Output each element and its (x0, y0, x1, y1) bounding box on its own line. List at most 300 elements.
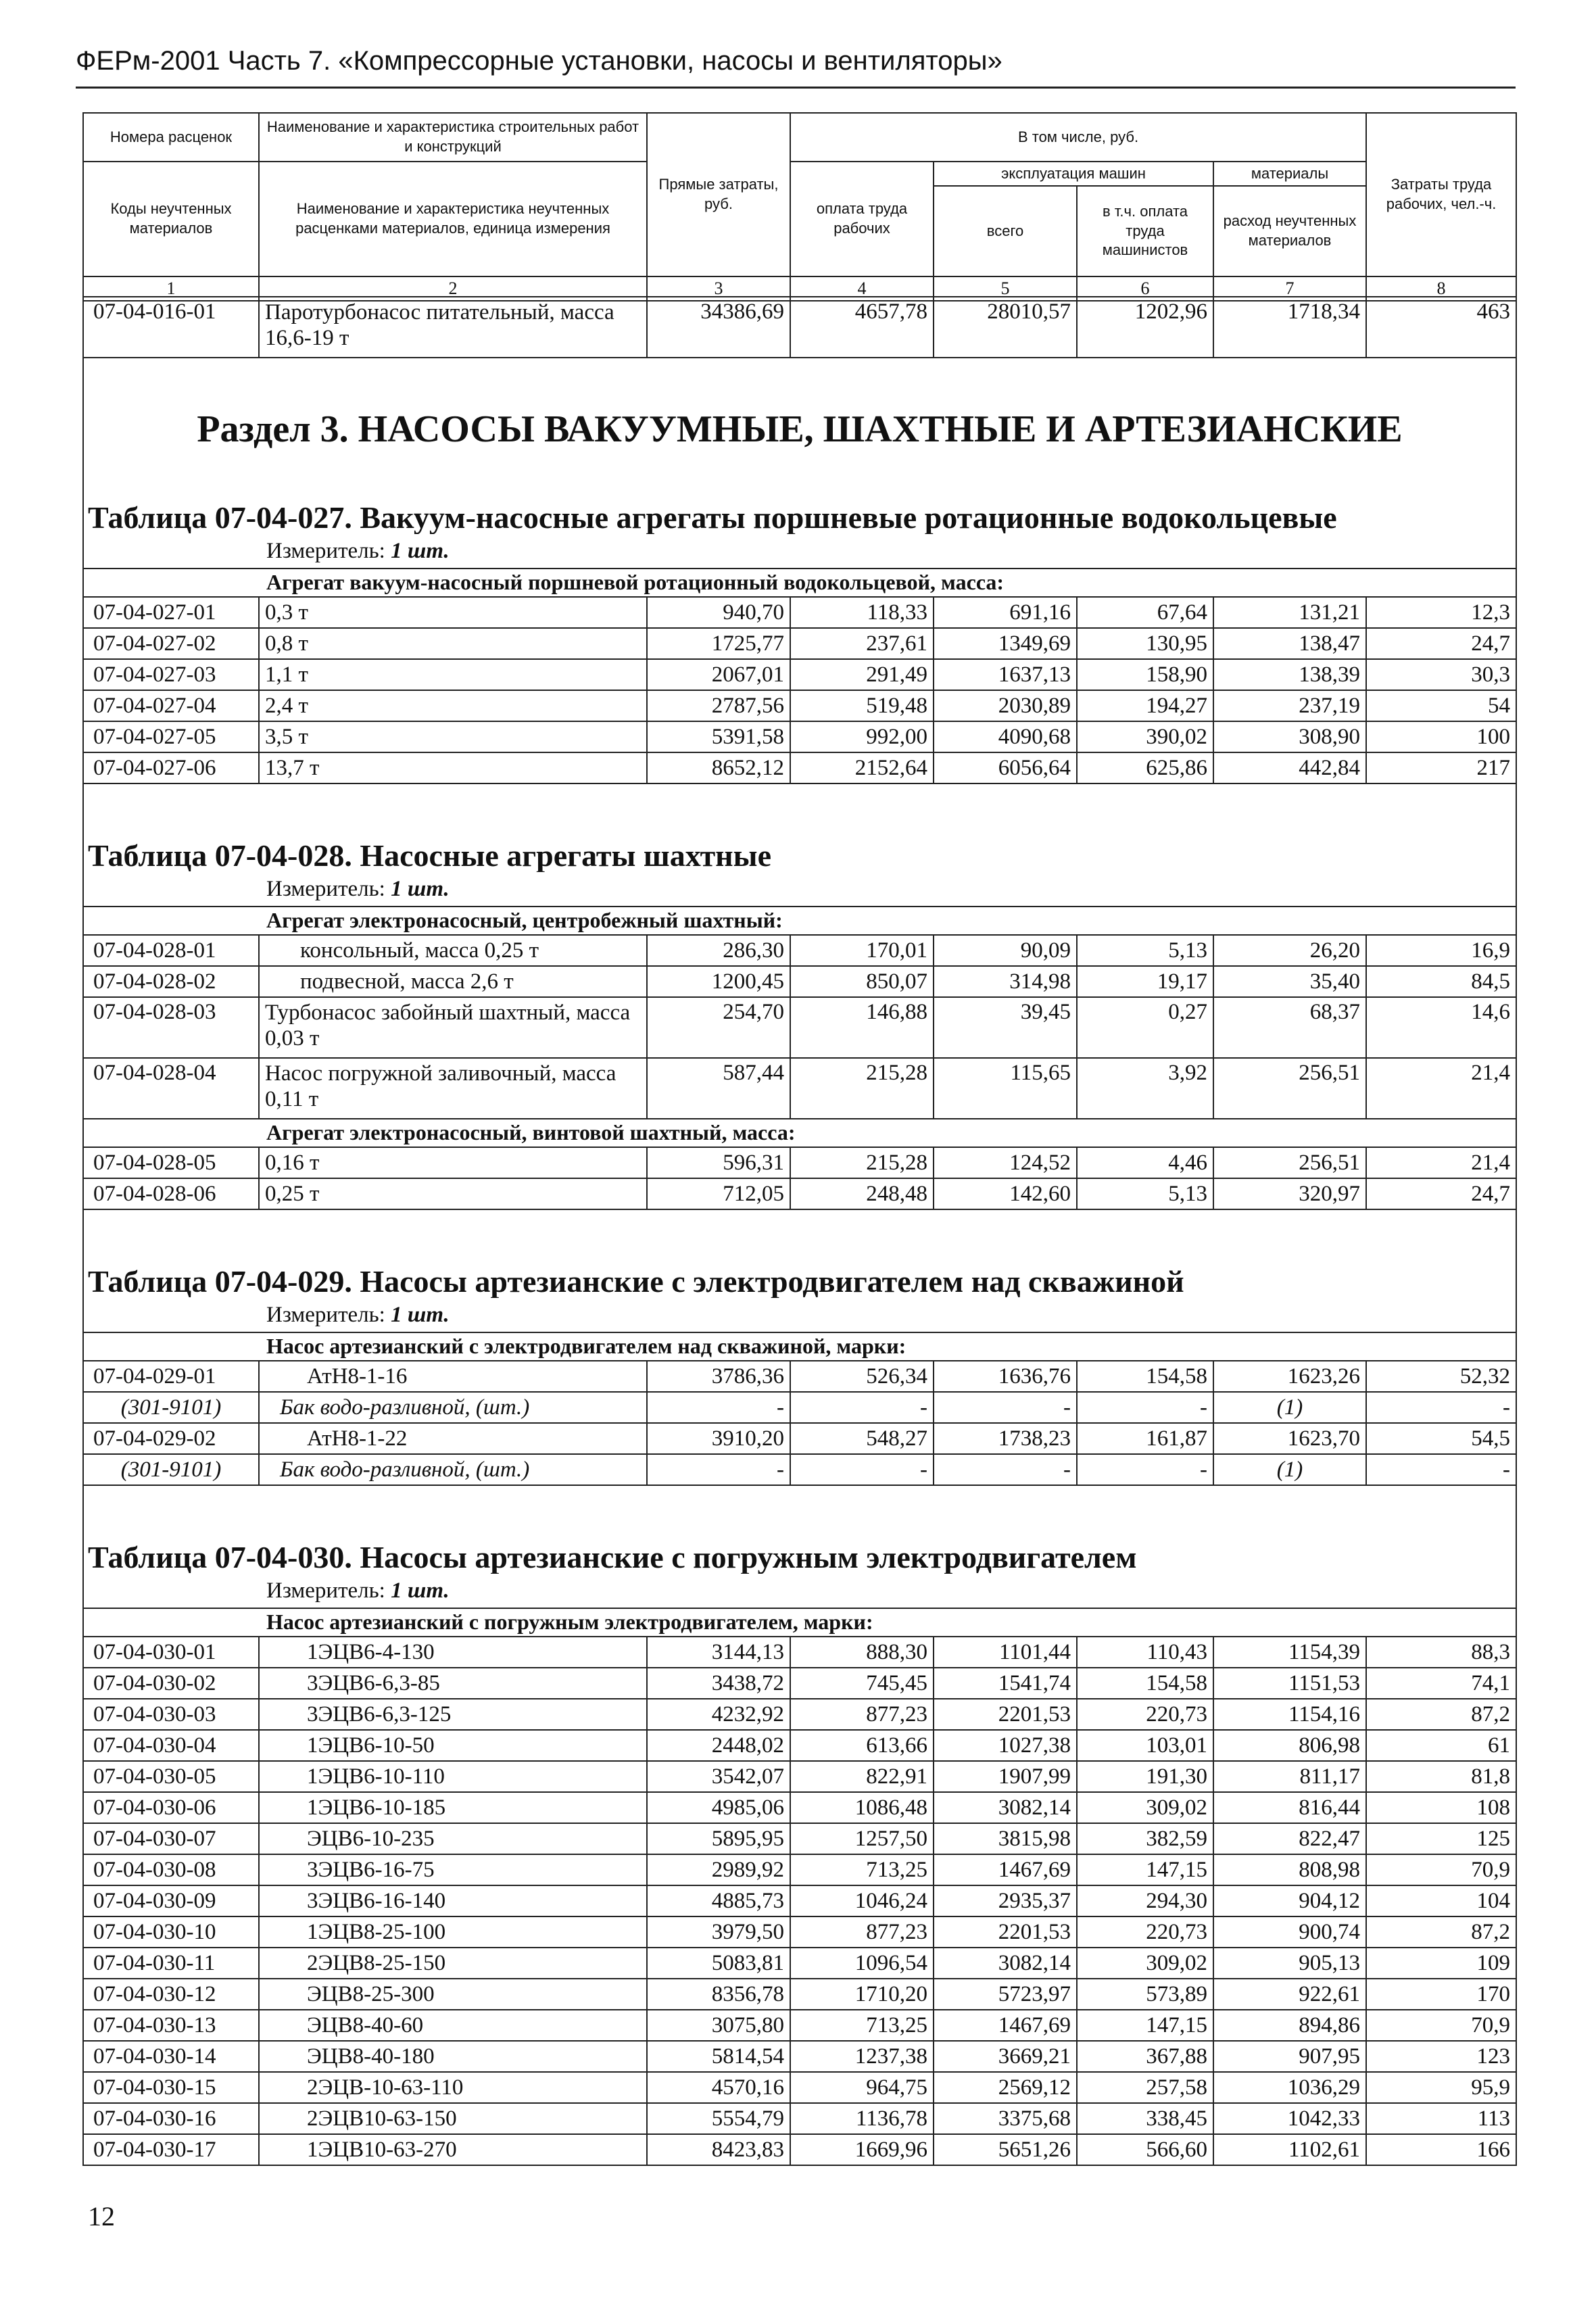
cell-labor-pay: 1096,54 (790, 1948, 934, 1979)
cell-labor-pay: 1237,38 (790, 2041, 934, 2072)
cell-machines-total: 5723,97 (934, 1979, 1077, 2010)
cell-labor-hours: 108 (1366, 1792, 1516, 1823)
cell-labor-pay: 877,23 (790, 1699, 934, 1730)
cell-machinists-pay: 625,86 (1077, 752, 1213, 783)
material-cell: - (647, 1392, 790, 1423)
measure-028 (83, 872, 1516, 907)
cell-machinists-pay: 338,45 (1077, 2103, 1213, 2134)
header-rule (76, 87, 1516, 89)
cell-labor-pay: 888,30 (790, 1637, 934, 1668)
cell-machines-total: 4090,68 (934, 721, 1077, 752)
rate-code: 07-04-027-05 (83, 721, 259, 752)
table-row (83, 1979, 1516, 2010)
cell-labor-hours: 21,4 (1366, 1147, 1516, 1178)
rate-code: 07-04-027-06 (83, 752, 259, 783)
cell-machines-total: 1027,38 (934, 1730, 1077, 1761)
group-030: Насос артезианский с погружным электродвигателем, марки: (83, 1608, 1516, 1637)
cell-labor-hours: 87,2 (1366, 1699, 1516, 1730)
rate-code: 07-04-030-05 (83, 1761, 259, 1792)
cell-materials: 904,12 (1213, 1885, 1366, 1916)
header-machines: эксплуатация машин (934, 162, 1213, 186)
table-row (83, 1147, 1516, 1178)
table-row (83, 1948, 1516, 1979)
cell-machinists-pay: 5,13 (1077, 935, 1213, 966)
cell-labor-pay: 713,25 (790, 1854, 934, 1885)
cell-materials: 811,17 (1213, 1761, 1366, 1792)
cell-machines-total: 1637,13 (934, 659, 1077, 690)
cell-machines-total: 115,65 (934, 1058, 1077, 1119)
cell-labor-hours: 170 (1366, 1979, 1516, 2010)
cell-direct-cost: 3979,50 (647, 1916, 790, 1948)
rate-code: 07-04-030-03 (83, 1699, 259, 1730)
cell-labor-pay: 548,27 (790, 1423, 934, 1454)
cell-direct-cost: 286,30 (647, 935, 790, 966)
cell-labor-pay: 1710,20 (790, 1979, 934, 2010)
rate-name: 3ЭЦВ6-16-75 (259, 1854, 647, 1885)
header-num: 5 (934, 276, 1077, 301)
cell-labor-hours: 24,7 (1366, 628, 1516, 659)
cell-machines-total: 1101,44 (934, 1637, 1077, 1668)
material-cell: - (790, 1392, 934, 1423)
rate-code: 07-04-027-04 (83, 690, 259, 721)
cell-machinists-pay: 4,46 (1077, 1147, 1213, 1178)
cell-labor-hours: 14,6 (1366, 997, 1516, 1058)
cell-machinists-pay: 191,30 (1077, 1761, 1213, 1792)
rate-code: 07-04-029-01 (83, 1361, 259, 1392)
cell-machinists-pay: 110,43 (1077, 1637, 1213, 1668)
table-row (83, 1761, 1516, 1792)
cell-machines-total: 2569,12 (934, 2072, 1077, 2103)
table-title-028: Таблица 07-04-028. Насосные агрегаты шахтные (83, 783, 1516, 872)
cell-materials: 1623,26 (1213, 1361, 1366, 1392)
cell-machinists-pay: 3,92 (1077, 1058, 1213, 1119)
header-col2-top: Наименование и характеристика строительных работ и конструкций (259, 113, 647, 162)
cell-direct-cost: 3144,13 (647, 1637, 790, 1668)
cell-labor-pay: 992,00 (790, 721, 934, 752)
rate-name: АтН8-1-16 (259, 1361, 647, 1392)
material-cell: - (934, 1454, 1077, 1485)
cell-direct-cost: 2448,02 (647, 1730, 790, 1761)
header-num: 6 (1077, 276, 1213, 301)
rate-name: 3,5 т (259, 721, 647, 752)
table-row (83, 1058, 1516, 1119)
cell-materials: 1036,29 (1213, 2072, 1366, 2103)
cell-labor-pay: 170,01 (790, 935, 934, 966)
table-row (83, 2103, 1516, 2134)
cell-materials: 442,84 (1213, 752, 1366, 783)
cell-materials: 922,61 (1213, 1979, 1366, 2010)
cell-machines-total: 2935,37 (934, 1885, 1077, 1916)
material-cell: - (1366, 1454, 1516, 1485)
measure-030 (83, 1574, 1516, 1608)
rate-name: 0,8 т (259, 628, 647, 659)
cell-machinists-pay: 194,27 (1077, 690, 1213, 721)
cell-machines-total: 1738,23 (934, 1423, 1077, 1454)
cell-materials: 256,51 (1213, 1058, 1366, 1119)
rate-name: 2ЭЦВ10-63-150 (259, 2103, 647, 2134)
cell-direct-cost: 8652,12 (647, 752, 790, 783)
cell-materials: 131,21 (1213, 597, 1366, 628)
rows-027 (83, 597, 1516, 783)
rows-030 (83, 1637, 1516, 2165)
cell-machinists-pay: 154,58 (1077, 1668, 1213, 1699)
cell-direct-cost: 4570,16 (647, 2072, 790, 2103)
header-col3: Прямые затраты, руб. (647, 113, 790, 276)
cell-materials: 35,40 (1213, 966, 1366, 997)
cell-direct-cost: 5895,95 (647, 1823, 790, 1854)
rate-name: 3ЭЦВ6-16-140 (259, 1885, 647, 1916)
cell-machines-total: 2201,53 (934, 1916, 1077, 1948)
material-cell: - (934, 1392, 1077, 1423)
table-row (83, 1178, 1516, 1209)
cell-machines-total: 1349,69 (934, 628, 1077, 659)
cell-materials: 138,39 (1213, 659, 1366, 690)
section-title: Раздел 3. НАСОСЫ ВАКУУМНЫЕ, ШАХТНЫЕ И АРТЕЗИАНСКИЕ (83, 358, 1516, 487)
table-row (83, 966, 1516, 997)
material-row (83, 1392, 1516, 1423)
cell-materials: 320,97 (1213, 1178, 1366, 1209)
table-row (83, 1916, 1516, 1948)
cell-direct-cost: 8356,78 (647, 1979, 790, 2010)
cell-machines-total: 3375,68 (934, 2103, 1077, 2134)
cell-labor-hours: 123 (1366, 2041, 1516, 2072)
cell-materials: 256,51 (1213, 1147, 1366, 1178)
cell-labor-hours: 113 (1366, 2103, 1516, 2134)
cell-machinists-pay: 309,02 (1077, 1948, 1213, 1979)
measure-label: Измеритель: (266, 538, 385, 563)
rate-name: 1ЭЦВ6-4-130 (259, 1637, 647, 1668)
table-row (83, 935, 1516, 966)
cell-machinists-pay: 67,64 (1077, 597, 1213, 628)
table-row (83, 628, 1516, 659)
rate-code: 07-04-030-16 (83, 2103, 259, 2134)
cell-direct-cost: 4885,73 (647, 1885, 790, 1916)
cell-machines-total: 1467,69 (934, 2010, 1077, 2041)
measure-value: 1 шт. (391, 538, 450, 563)
measure-label: Измеритель: (266, 1578, 385, 1603)
rate-name: 3ЭЦВ6-6,3-85 (259, 1668, 647, 1699)
rate-code: 07-04-030-01 (83, 1637, 259, 1668)
cell-direct-cost: 8423,83 (647, 2134, 790, 2165)
cell-direct-cost: 5814,54 (647, 2041, 790, 2072)
cell-machinists-pay: 367,88 (1077, 2041, 1213, 2072)
table-row (83, 1854, 1516, 1885)
material-cell: - (790, 1454, 934, 1485)
cell-direct-cost: 34386,69 (647, 297, 790, 358)
cell-machines-total: 314,98 (934, 966, 1077, 997)
cell-direct-cost: 596,31 (647, 1147, 790, 1178)
column-header-table (82, 112, 1517, 301)
rate-name: АтН8-1-22 (259, 1423, 647, 1454)
rate-name: ЭЦВ8-25-300 (259, 1979, 647, 2010)
measure-027 (83, 534, 1516, 569)
cell-labor-hours: 104 (1366, 1885, 1516, 1916)
cell-machines-total: 90,09 (934, 935, 1077, 966)
rate-code: 07-04-028-04 (83, 1058, 259, 1119)
rate-name: Паротурбонасос питательный, масса 16,6-19 т (259, 297, 647, 358)
table-row (83, 2041, 1516, 2072)
table-title-030: Таблица 07-04-030. Насосы артезианские с погружным электродвигателем (83, 1485, 1516, 1574)
material-name: Бак водо-разливной, (шт.) (259, 1454, 647, 1485)
rate-code: 07-04-030-14 (83, 2041, 259, 2072)
header-col5: всего (934, 186, 1077, 276)
table-row (83, 1668, 1516, 1699)
cell-machinists-pay: 147,15 (1077, 2010, 1213, 2041)
rate-name: подвесной, масса 2,6 т (259, 966, 647, 997)
cell-machines-total: 691,16 (934, 597, 1077, 628)
header-materials: материалы (1213, 162, 1366, 186)
cell-labor-hours: 24,7 (1366, 1178, 1516, 1209)
table-title-027: Таблица 07-04-027. Вакуум-насосные агрегаты поршневые ротационные водокольцевые (83, 487, 1516, 534)
cell-machines-total: 3082,14 (934, 1792, 1077, 1823)
cell-direct-cost: 3542,07 (647, 1761, 790, 1792)
cell-labor-pay: 248,48 (790, 1178, 934, 1209)
cell-machines-total: 1541,74 (934, 1668, 1077, 1699)
rate-name: 1ЭЦВ8-25-100 (259, 1916, 647, 1948)
rate-code: 07-04-028-02 (83, 966, 259, 997)
header-col1-top: Номера расценок (83, 113, 259, 162)
measure-029 (83, 1298, 1516, 1332)
header-num: 2 (259, 276, 647, 301)
header-num: 4 (790, 276, 934, 301)
cell-machines-total: 28010,57 (934, 297, 1077, 358)
table-row (83, 2010, 1516, 2041)
cell-labor-hours: 70,9 (1366, 2010, 1516, 2041)
group-028-2: Агрегат электронасосный, винтовой шахтный, масса: (83, 1119, 1516, 1147)
rate-name: Турбонасос забойный шахтный, масса 0,03 т (259, 997, 647, 1058)
cell-labor-hours: 61 (1366, 1730, 1516, 1761)
material-name: Бак водо-разливной, (шт.) (259, 1392, 647, 1423)
cell-machinists-pay: 573,89 (1077, 1979, 1213, 2010)
rate-name: 1ЭЦВ10-63-270 (259, 2134, 647, 2165)
cell-labor-pay: 1086,48 (790, 1792, 934, 1823)
cell-machinists-pay: 130,95 (1077, 628, 1213, 659)
material-cell: (1) (1213, 1392, 1366, 1423)
header-col6: в т.ч. оплата труда машинистов (1077, 186, 1213, 276)
rate-code: 07-04-030-11 (83, 1948, 259, 1979)
rates-table (82, 296, 1517, 2166)
header-num: 8 (1366, 276, 1516, 301)
table-row (83, 1885, 1516, 1916)
cell-machinists-pay: 294,30 (1077, 1885, 1213, 1916)
cell-materials: 822,47 (1213, 1823, 1366, 1854)
cell-labor-hours: 52,32 (1366, 1361, 1516, 1392)
material-code: (301-9101) (83, 1392, 259, 1423)
rate-code: 07-04-030-09 (83, 1885, 259, 1916)
cell-machinists-pay: 220,73 (1077, 1699, 1213, 1730)
cell-labor-hours: 125 (1366, 1823, 1516, 1854)
cell-labor-hours: 16,9 (1366, 935, 1516, 966)
cell-labor-hours: 74,1 (1366, 1668, 1516, 1699)
cell-materials: 1154,39 (1213, 1637, 1366, 1668)
cell-machinists-pay: 220,73 (1077, 1916, 1213, 1948)
rate-name: 3ЭЦВ6-6,3-125 (259, 1699, 647, 1730)
table-row (83, 721, 1516, 752)
rate-name: 1,1 т (259, 659, 647, 690)
cell-materials: 1718,34 (1213, 297, 1366, 358)
rows-029 (83, 1361, 1516, 1485)
cell-labor-pay: 519,48 (790, 690, 934, 721)
cell-materials: 816,44 (1213, 1792, 1366, 1823)
cell-labor-hours: 463 (1366, 297, 1516, 358)
cell-machines-total: 2030,89 (934, 690, 1077, 721)
rate-code: 07-04-030-10 (83, 1916, 259, 1948)
cell-machines-total: 3815,98 (934, 1823, 1077, 1854)
group-028-1: Агрегат электронасосный, центробежный шахтный: (83, 907, 1516, 935)
cell-direct-cost: 5554,79 (647, 2103, 790, 2134)
rate-name: 1ЭЦВ6-10-185 (259, 1792, 647, 1823)
cell-machinists-pay: 5,13 (1077, 1178, 1213, 1209)
cell-materials: 308,90 (1213, 721, 1366, 752)
table-row (83, 690, 1516, 721)
cell-labor-pay: 1046,24 (790, 1885, 934, 1916)
cell-machinists-pay: 309,02 (1077, 1792, 1213, 1823)
cell-labor-hours: 21,4 (1366, 1058, 1516, 1119)
cell-labor-hours: 81,8 (1366, 1761, 1516, 1792)
rate-name: 2ЭЦВ-10-63-110 (259, 2072, 647, 2103)
cell-labor-hours: 70,9 (1366, 1854, 1516, 1885)
cell-machines-total: 2201,53 (934, 1699, 1077, 1730)
cell-labor-pay: 215,28 (790, 1147, 934, 1178)
cell-machinists-pay: 390,02 (1077, 721, 1213, 752)
table-row (83, 1792, 1516, 1823)
cell-labor-hours: 54 (1366, 690, 1516, 721)
cell-machinists-pay: 566,60 (1077, 2134, 1213, 2165)
cell-labor-pay: 822,91 (790, 1761, 934, 1792)
table-title-029: Таблица 07-04-029. Насосы артезианские с электродвигателем над скважиной (83, 1209, 1516, 1298)
cell-materials: 894,86 (1213, 2010, 1366, 2041)
cell-direct-cost: 1200,45 (647, 966, 790, 997)
cell-direct-cost: 712,05 (647, 1178, 790, 1209)
cell-machinists-pay: 0,27 (1077, 997, 1213, 1058)
group-029: Насос артезианский с электродвигателем над скважиной, марки: (83, 1332, 1516, 1361)
cell-labor-hours: 109 (1366, 1948, 1516, 1979)
cell-labor-pay: 2152,64 (790, 752, 934, 783)
cell-materials: 26,20 (1213, 935, 1366, 966)
cell-machines-total: 39,45 (934, 997, 1077, 1058)
cell-labor-hours: 88,3 (1366, 1637, 1516, 1668)
rate-code: 07-04-030-08 (83, 1854, 259, 1885)
rate-code: 07-04-030-07 (83, 1823, 259, 1854)
rate-name: ЭЦВ8-40-60 (259, 2010, 647, 2041)
cell-materials: 1151,53 (1213, 1668, 1366, 1699)
header-col2-bottom: Наименование и характеристика неучтенных расценками материалов, единица измерения (259, 162, 647, 276)
cell-materials: 1042,33 (1213, 2103, 1366, 2134)
cell-labor-hours: 217 (1366, 752, 1516, 783)
cell-labor-hours: 87,2 (1366, 1916, 1516, 1948)
cell-machinists-pay: 1202,96 (1077, 297, 1213, 358)
cell-machinists-pay: 158,90 (1077, 659, 1213, 690)
cell-machinists-pay: 161,87 (1077, 1423, 1213, 1454)
cell-machines-total: 5651,26 (934, 2134, 1077, 2165)
cell-labor-hours: 95,9 (1366, 2072, 1516, 2103)
cell-machinists-pay: 147,15 (1077, 1854, 1213, 1885)
cell-labor-pay: 713,25 (790, 2010, 934, 2041)
cell-machines-total: 3669,21 (934, 2041, 1077, 2072)
rate-code: 07-04-029-02 (83, 1423, 259, 1454)
cell-direct-cost: 254,70 (647, 997, 790, 1058)
table-row (83, 2134, 1516, 2165)
rate-code: 07-04-030-17 (83, 2134, 259, 2165)
table-row (83, 1637, 1516, 1668)
header-num: 1 (83, 276, 259, 301)
table-row (83, 1699, 1516, 1730)
rate-code: 07-04-030-02 (83, 1668, 259, 1699)
cell-materials: 808,98 (1213, 1854, 1366, 1885)
cell-labor-pay: 745,45 (790, 1668, 934, 1699)
cell-labor-hours: 30,3 (1366, 659, 1516, 690)
table-row (83, 297, 1516, 358)
rate-code: 07-04-030-06 (83, 1792, 259, 1823)
rate-code: 07-04-028-05 (83, 1147, 259, 1178)
rate-name: ЭЦВ6-10-235 (259, 1823, 647, 1854)
material-cell: - (1077, 1454, 1213, 1485)
rate-name: 2ЭЦВ8-25-150 (259, 1948, 647, 1979)
cell-labor-hours: 100 (1366, 721, 1516, 752)
cell-materials: 1102,61 (1213, 2134, 1366, 2165)
cell-direct-cost: 5391,58 (647, 721, 790, 752)
rate-code: 07-04-028-01 (83, 935, 259, 966)
rate-name: консольный, масса 0,25 т (259, 935, 647, 966)
page-number: 12 (88, 2201, 115, 2231)
table-row (83, 1730, 1516, 1761)
cell-materials: 907,95 (1213, 2041, 1366, 2072)
rate-code: 07-04-030-13 (83, 2010, 259, 2041)
cell-machinists-pay: 154,58 (1077, 1361, 1213, 1392)
cell-labor-pay: 4657,78 (790, 297, 934, 358)
table-row (83, 1423, 1516, 1454)
cell-labor-pay: 964,75 (790, 2072, 934, 2103)
rate-name: 0,16 т (259, 1147, 647, 1178)
cell-labor-pay: 215,28 (790, 1058, 934, 1119)
cell-direct-cost: 4985,06 (647, 1792, 790, 1823)
cell-labor-hours: 12,3 (1366, 597, 1516, 628)
measure-label: Измеритель: (266, 876, 385, 901)
rate-name: 0,3 т (259, 597, 647, 628)
cell-machines-total: 1467,69 (934, 1854, 1077, 1885)
rate-code: 07-04-028-03 (83, 997, 259, 1058)
table-row (83, 1361, 1516, 1392)
rows-028a (83, 935, 1516, 1119)
cell-direct-cost: 4232,92 (647, 1699, 790, 1730)
table-row (83, 2072, 1516, 2103)
rate-name: 1ЭЦВ6-10-110 (259, 1761, 647, 1792)
cell-machines-total: 3082,14 (934, 1948, 1077, 1979)
table-row (83, 752, 1516, 783)
material-cell: (1) (1213, 1454, 1366, 1485)
table-row (83, 659, 1516, 690)
cell-direct-cost: 3438,72 (647, 1668, 790, 1699)
running-header: ФЕРм-2001 Часть 7. «Компрессорные установки, насосы и вентиляторы» (76, 46, 1002, 76)
cell-labor-pay: 291,49 (790, 659, 934, 690)
cell-materials: 237,19 (1213, 690, 1366, 721)
rate-code: 07-04-030-04 (83, 1730, 259, 1761)
cell-direct-cost: 2787,56 (647, 690, 790, 721)
cell-machines-total: 1907,99 (934, 1761, 1077, 1792)
header-col1-bottom: Коды неучтенных материалов (83, 162, 259, 276)
measure-value: 1 шт. (391, 1578, 450, 1603)
cell-materials: 806,98 (1213, 1730, 1366, 1761)
cell-machinists-pay: 382,59 (1077, 1823, 1213, 1854)
cell-machines-total: 1636,76 (934, 1361, 1077, 1392)
cell-direct-cost: 2989,92 (647, 1854, 790, 1885)
rows-028b (83, 1147, 1516, 1209)
header-col7: расход неучтенных материалов (1213, 186, 1366, 276)
rate-name: 0,25 т (259, 1178, 647, 1209)
cell-labor-pay: 850,07 (790, 966, 934, 997)
cell-labor-pay: 877,23 (790, 1916, 934, 1948)
table-row (83, 1823, 1516, 1854)
